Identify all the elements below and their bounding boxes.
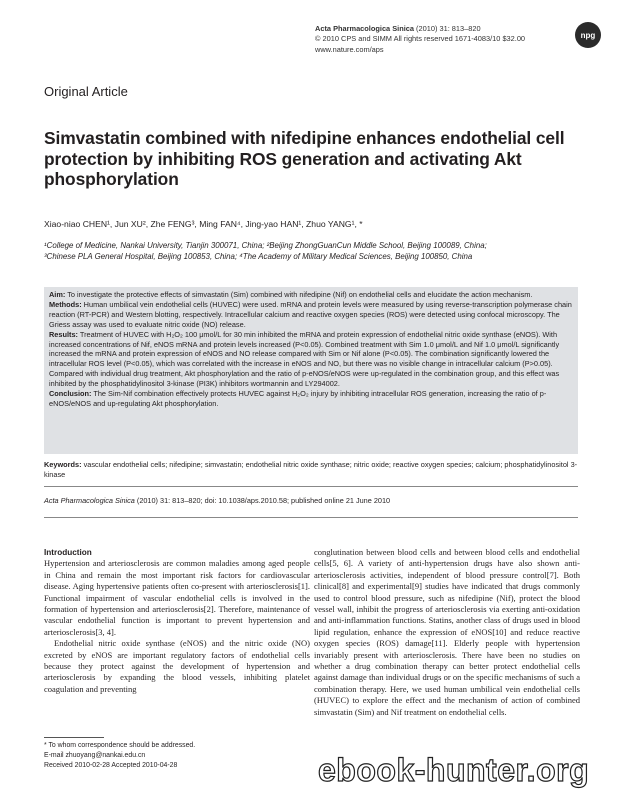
divider	[44, 486, 578, 487]
body-column-left	[44, 547, 310, 695]
citation-details: (2010) 31: 813–820; doi: 10.1038/aps.2010.58; published online 21 June 2010	[134, 496, 391, 505]
received-line: Received 2010-02-28 Accepted 2010-04-28	[44, 761, 178, 769]
conclusion-label: Conclusion:	[49, 389, 92, 399]
conclusion-text: The Sim-Nif combination effectively protects HUVEC against H₂O₂ injury by inhibiting intracellular ROS generation, increasing the ratio of p-eNOS/eNOS and up-regulating Akt phosphorylation.	[49, 389, 547, 408]
watermark: ebook-hunter.org	[318, 752, 590, 788]
citation-line	[44, 496, 390, 505]
journal-citation: (2010) 31: 813–820	[414, 24, 481, 33]
intro-heading: Introduction	[44, 548, 92, 557]
abstract-results	[49, 330, 573, 389]
affiliation-line: ³Chinese PLA General Hospital, Beijing 100853, China; ⁴The Academy of Military Medical Sciences, Beijing 100850, China	[44, 251, 473, 261]
abstract-box	[44, 287, 578, 454]
journal-url[interactable]: www.nature.com/aps	[315, 44, 384, 54]
body-column-right	[314, 547, 580, 718]
results-label: Results:	[49, 329, 78, 339]
body-paragraph: Hypertension and arteriosclerosis are common maladies among aged people in China and remain the most important risk factors for cardiovascular disease. Aging hypertensive patients often co-present with arteriosclerosis[1]. Functional impairment of vascular endothelial cells is involved in the formation of hypertension and arteriosclerosis[2]. Therefore, maintenance of vascular endothelial function is important to prevent hypertension and arteriosclerosis[3, 4].	[44, 558, 310, 637]
abstract-aim	[49, 290, 573, 300]
npg-logo-icon: npg	[575, 22, 601, 48]
keywords-label: Keywords:	[44, 460, 82, 469]
methods-text: Human umbilical vein endothelial cells (HUVEC) were used. mRNA and protein levels were measured by using reverse-transcription polymerase chain reaction (RT-PCR) and Western blotting, respectively. Intracellular calcium and reactive oxygen species (ROS) were detected using confocal microscopy. The Griess assay was used to evaluate nitric oxide (NO) release.	[49, 299, 572, 329]
journal-header	[315, 24, 525, 55]
aim-text: To investigate the protective effects of simvastatin (Sim) combined with nifedipine (Nif) on endothelial cells and elucidate the action mechanism.	[65, 290, 533, 299]
aim-label: Aim:	[49, 290, 66, 299]
keywords	[44, 460, 584, 480]
affiliations	[44, 241, 584, 262]
results-text: Treatment of HUVEC with H₂O₂ 100 μmol/L for 30 min inhibited the mRNA and protein expression of endothelial nitric oxide synthase (eNOS). With increased concentrations of Nif, eNOS mRNA and protein levels increased (P<0.05). Combined treatment with Sim 1.0 μmol/L and Nif 1.0 μmol/L significantly increased the mRNA and protein expression of eNOS and NO release compared with Sim or Nif alone (P<0.05). The combination significantly lowered the intracellular ROS level (P<0.05), which was correlated with the increase in eNOS and NO, but there was no visible change in intracellular calcium (P>0.05). Compared with individual drug treatment, Akt phosphorylation and the ratio of p-eNOS/eNOS were up-regulated in the combination group, and this effect was inhibited by the phosphatidylinositol 3-kinase (PI3K) inhibitors wortmannin and LY294002.	[49, 329, 560, 389]
abstract-methods	[49, 300, 573, 330]
citation-journal: Acta Pharmacologica Sinica	[44, 496, 135, 505]
section-label: Original Article	[44, 84, 128, 99]
methods-label: Methods:	[49, 299, 82, 309]
keywords-text: vascular endothelial cells; nifedipine; simvastatin; endothelial nitric oxide synthase; nitric oxide; reactive oxygen species; calcium; phosphatidylinositol 3-kinase	[44, 460, 578, 479]
email-line[interactable]: E-mail zhuoyang@nankai.edu.cn	[44, 751, 146, 759]
author-list: Xiao-niao CHEN¹, Jun XU², Zhe FENG³, Ming FAN⁴, Jing-yao HAN¹, Zhuo YANG¹, *	[44, 219, 363, 229]
copyright-line: © 2010 CPS and SIMM All rights reserved 1671-4083/10 $32.00	[315, 34, 526, 44]
correspondence-note: * To whom correspondence should be addressed.	[44, 742, 196, 749]
footnote	[44, 741, 284, 770]
divider	[44, 517, 578, 518]
body-paragraph: Endothelial nitric oxide synthase (eNOS) and the nitric oxide (NO) excreted by eNOS are important regulatory factors of endothelial cells because they protect against the development of hypertension and arteriosclerosis by expanding the blood vessels, inhibiting platelet coagulation and preventing	[44, 638, 310, 694]
affiliation-line: ¹College of Medicine, Nankai University, Tianjin 300071, China; ²Beijing ZhongGuanCun Middle School, Beijing 100089, China;	[44, 241, 487, 250]
abstract-conclusion	[49, 389, 573, 409]
article-title: Simvastatin combined with nifedipine enhances endothelial cell protection by inhibiting ROS generation and activating Akt phosphorylation	[44, 128, 565, 189]
footnote-rule	[44, 737, 104, 738]
journal-name: Acta Pharmacologica Sinica	[315, 24, 414, 33]
body-paragraph: conglutination between blood cells and between blood cells and endothelial cells[5, 6]. A variety of anti-hypertension drugs have also shown anti-arteriosclerosis activities, independent of blood pressure control[7]. Both clinical[8] and experimental[9] studies have indicated that drugs commonly used to control blood pressure, such as nifedipine (Nif), protect the blood vessel wall, inhibit the progress of arteriosclerosis via exerting anti-oxidation and anti-inflammation functions. Statins, another class of drugs used in blood lipid regulation, enhance the expression of eNOS[10] and reduce reactive oxygen species (ROS) damage[11]. Elderly people with hypertension invariably present with arteriosclerosis. There have been no studies on whether a drug combination therapy can better protect endothelial cells against damage than individual drugs or on the specific mechanisms of such a combination therapy. Here, we used human umbilical vein endothelial cells (HUVEC) to explore the effect and the mechanism of action of combined simvastatin (Sim) and Nif treatment on endothelial cells.	[314, 547, 580, 717]
